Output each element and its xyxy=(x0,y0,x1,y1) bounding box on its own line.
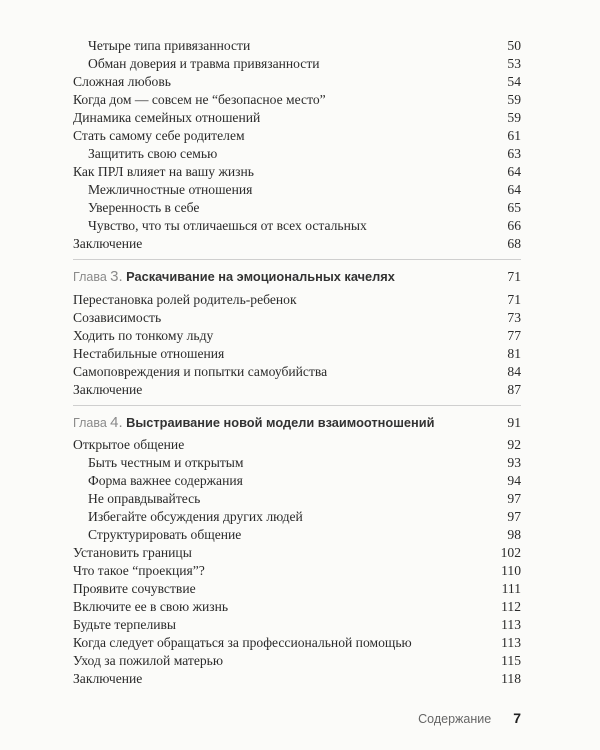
toc-entry-page: 118 xyxy=(501,671,521,686)
toc-entry-page: 98 xyxy=(507,527,521,542)
section-divider xyxy=(73,405,521,406)
toc-entry-title: Избегайте обсуждения других людей xyxy=(88,509,303,524)
toc-entry-title: Межличностные отношения xyxy=(88,182,253,197)
toc-entry-page: 64 xyxy=(507,164,521,179)
toc-entry-title: Когда дом — совсем не “безопасное место” xyxy=(73,92,326,107)
toc-entry-page: 92 xyxy=(507,437,521,452)
toc-entry-page: 73 xyxy=(507,310,521,325)
toc-entry-title: Не оправдывайтесь xyxy=(88,491,201,506)
toc-entry-title: Динамика семейных отношений xyxy=(73,110,261,125)
toc-entry-page: 87 xyxy=(507,382,521,397)
chapter-number: 3. xyxy=(110,268,123,285)
toc-entry-page: 66 xyxy=(507,218,521,233)
toc-entry-title: Когда следует обращаться за профессиональной помощью xyxy=(73,635,412,650)
toc-entry-title: Проявите сочувствие xyxy=(73,581,196,596)
chapter-number: 4. xyxy=(110,414,123,431)
chapter-title: Раскачивание на эмоциональных качелях xyxy=(126,269,395,284)
toc-entry-page: 53 xyxy=(507,56,521,71)
toc-entry-title: Защитить свою семью xyxy=(88,146,218,161)
toc-entry-page: 63 xyxy=(507,146,521,161)
toc-entry-page: 93 xyxy=(507,455,521,470)
toc-entry-page: 71 xyxy=(507,292,521,307)
toc-entry-page: 112 xyxy=(501,599,521,614)
toc-entry-title: Заключение xyxy=(73,671,143,686)
toc-entry-page: 61 xyxy=(507,128,521,143)
toc-entry-page: 102 xyxy=(500,545,521,560)
toc-entry-title: Заключение xyxy=(73,382,143,397)
toc-entry-page: 54 xyxy=(507,74,521,89)
toc-entry-title: Созависимость xyxy=(73,310,162,325)
toc-entry-title: Обман доверия и травма привязанности xyxy=(88,56,320,71)
chapter-title: Выстраивание новой модели взаимоотношений xyxy=(126,415,435,430)
chapter-label: Глава xyxy=(73,270,107,284)
footer-page-number: 7 xyxy=(513,710,521,726)
section-divider xyxy=(73,259,521,260)
toc-entry-page: 68 xyxy=(507,236,521,251)
toc-entry-title: Включите ее в свою жизнь xyxy=(73,599,229,614)
toc-entry-title: Заключение xyxy=(73,236,143,251)
chapter-label: Глава xyxy=(73,416,107,430)
toc-entry-page: 115 xyxy=(501,653,521,668)
toc-entry-title: Нестабильные отношения xyxy=(73,346,225,361)
toc-entry-page: 64 xyxy=(507,182,521,197)
toc-entry-page: 59 xyxy=(507,110,521,125)
toc-entry-page: 113 xyxy=(501,635,521,650)
toc-entry-page: 97 xyxy=(507,491,521,506)
toc-entry-page: 110 xyxy=(501,563,521,578)
toc-entry-page: 113 xyxy=(501,617,521,632)
toc-entry-page: 84 xyxy=(507,364,521,379)
toc-entry-page: 111 xyxy=(501,581,521,596)
toc-entry-page: 94 xyxy=(507,473,521,488)
toc-entry-title: Форма важнее содержания xyxy=(88,473,243,488)
toc-entry-title: Уверенность в себе xyxy=(88,200,200,215)
toc-entry-page: 77 xyxy=(507,328,521,343)
toc-entry-title: Перестановка ролей родитель-ребенок xyxy=(73,292,297,307)
toc-entry-title: Уход за пожилой матерью xyxy=(73,653,224,668)
toc-entry-title: Будьте терпеливы xyxy=(73,617,177,632)
toc-entry-title: Открытое общение xyxy=(73,437,185,452)
toc-entry-page: 97 xyxy=(507,509,521,524)
toc-entry-page: 50 xyxy=(507,38,521,53)
footer-section-name: Содержание xyxy=(418,712,492,726)
toc-entry-title: Сложная любовь xyxy=(73,74,171,89)
toc-entry-title: Чувство, что ты отличаешься от всех остальных xyxy=(88,218,367,233)
page-footer xyxy=(418,710,521,726)
toc-entry-page: 81 xyxy=(507,346,521,361)
chapter-page: 91 xyxy=(507,415,521,430)
toc-entry-title: Структурировать общение xyxy=(88,527,242,542)
toc-entry-title: Что такое “проекция”? xyxy=(73,563,205,578)
toc-entry-title: Быть честным и открытым xyxy=(88,455,244,470)
toc-entry-title: Самоповреждения и попытки самоубийства xyxy=(73,364,328,379)
toc-entry-title: Ходить по тонкому льду xyxy=(73,328,214,343)
toc-entry-page: 65 xyxy=(507,200,521,215)
toc-entry-page: 59 xyxy=(507,92,521,107)
toc-entry-title: Как ПРЛ влияет на вашу жизнь xyxy=(73,164,254,179)
chapter-page: 71 xyxy=(507,269,521,284)
toc-entry-title: Четыре типа привязанности xyxy=(88,38,251,53)
toc-entry-title: Установить границы xyxy=(73,545,192,560)
toc-entry-title: Стать самому себе родителем xyxy=(73,128,245,143)
